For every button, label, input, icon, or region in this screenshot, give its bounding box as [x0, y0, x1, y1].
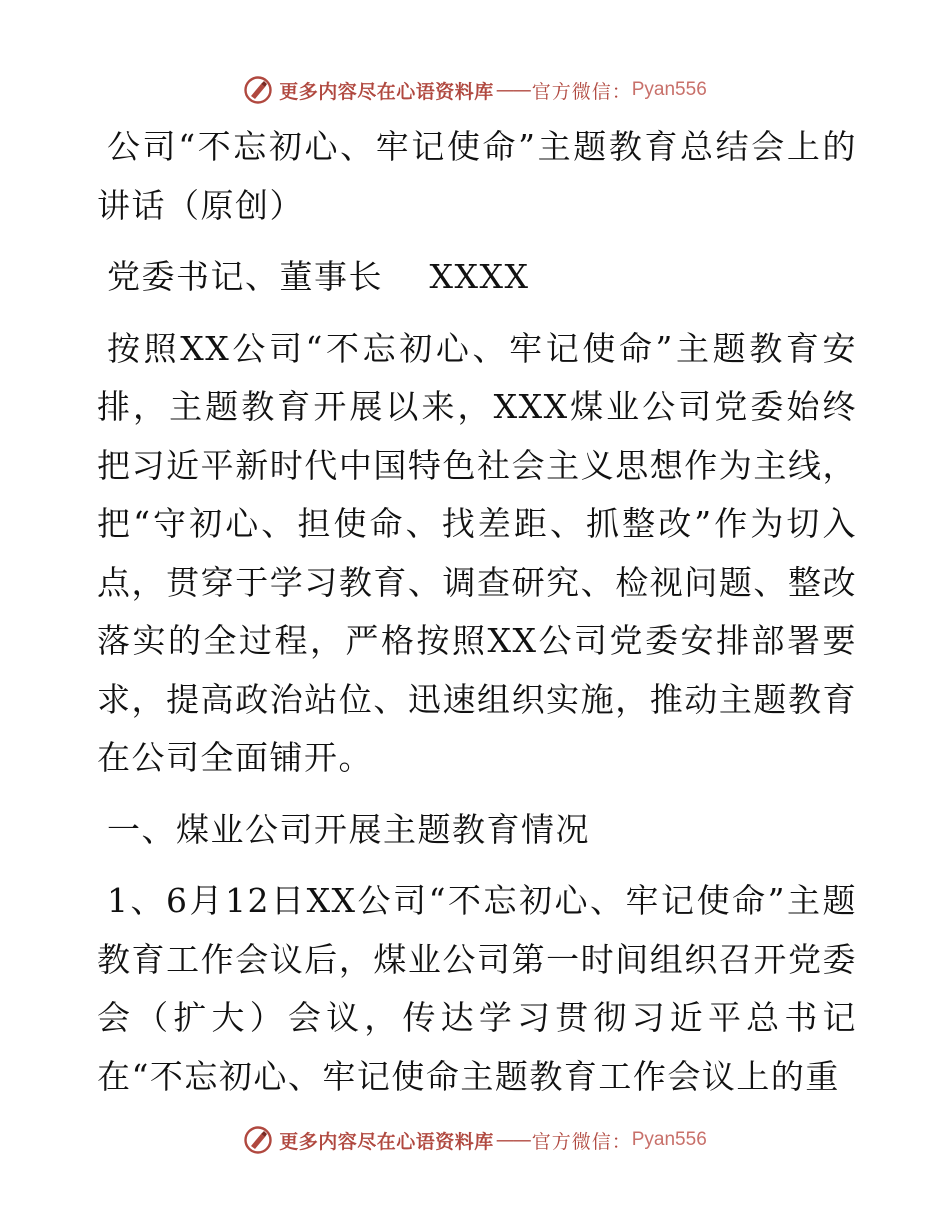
watermark-wechat-id: Pyan556: [631, 79, 707, 100]
watermark-footer: [0, 1120, 950, 1160]
document-byline: 党委书记、董事长 XXXX: [107, 257, 530, 296]
section-heading: 一、煤业公司开展主题教育情况: [107, 809, 590, 849]
watermark-header: [0, 70, 950, 110]
intro-paragraph: 按照XX公司“不忘初心、牢记使命”主题教育安排，主题教育开展以来，XXX煤业公司党委始终把习近平新时代中国特色社会主义思想作为主线，把“守初心、担使命、找差距、抓整改”作为切入点，贯穿于学习教育、调查研究、检视问题、整改落实的全过程，严格按照XX公司党委安排部署要求，提高政治站位、迅速组织实施，推动主题教育在公司全面铺开。: [97, 328, 857, 777]
document-body: [97, 118, 857, 1106]
item-1-paragraph: 1、6月12日XX公司“不忘初心、牢记使命”主题教育工作会议后，煤业公司第一时间组织召开党委会（扩大）会议，传达学习贯彻习近平总书记在“不忘初心、牢记使命主题教育工作会议上的重: [97, 881, 857, 1096]
watermark-dash: ——: [495, 79, 530, 101]
document-title: 公司“不忘初心、牢记使命”主题教育总结会上的讲话（原创）: [97, 127, 857, 225]
brand-logo-icon: [243, 1125, 273, 1155]
watermark-brand: 更多内容尽在心语资料库: [279, 80, 494, 103]
watermark-official: 官方微信：: [531, 80, 632, 103]
brand-logo-icon: [243, 75, 273, 105]
watermark-brand: 更多内容尽在心语资料库: [279, 1130, 494, 1153]
watermark-dash: ——: [495, 1129, 530, 1151]
watermark-official: 官方微信：: [531, 1130, 632, 1153]
watermark-wechat-id: Pyan556: [631, 1129, 707, 1150]
